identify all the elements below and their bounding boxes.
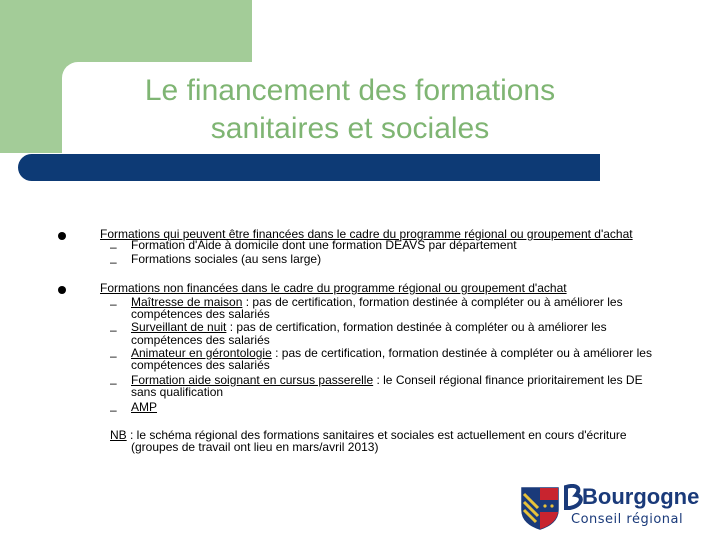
logo-word: Bourgogne (582, 484, 700, 509)
section2-item-text: : pas de certification, formation destinée à compléter ou à améliorer les (271, 346, 652, 360)
logo-subtitle: Conseil régional (571, 512, 684, 527)
section2-item-label: Animateur en gérontologie (131, 346, 272, 360)
section2-item-cont: compétences des salariés (131, 333, 270, 347)
bullet-icon (58, 232, 66, 240)
section2-item-cont: sans qualification (131, 385, 224, 399)
section2-item-label: Surveillant de nuit (131, 320, 227, 334)
dash-icon: – (110, 240, 117, 254)
section2-item-text: : pas de certification, formation destinée à compléter ou à améliorer les (226, 320, 607, 334)
dash-icon: – (110, 297, 117, 311)
dash-icon: – (110, 376, 117, 390)
section2-item-cont: compétences des salariés (131, 307, 270, 321)
title-line-2: sanitaires et sociales (210, 112, 490, 145)
section2-item-cont: compétences des salariés (131, 358, 270, 372)
dash-icon: – (110, 403, 117, 417)
note-text: : le schéma régional des formations sanitaires et sociales est actuellement en cours d'écriture (126, 428, 627, 442)
bullet-icon (58, 286, 66, 294)
dash-icon: – (110, 349, 117, 363)
dash-icon: – (110, 255, 117, 269)
section2-item-label: Maîtresse de maison (131, 295, 243, 309)
section2-item-label: Formation aide soignant en cursus passerelle (131, 373, 374, 387)
section1-item: Formations sociales (au sens large) (131, 252, 322, 266)
title-line-1: Le financement des formations (144, 74, 556, 107)
section2-item-text: : pas de certification, formation destinée à compléter ou à améliorer les (242, 295, 623, 309)
dash-icon: – (110, 323, 117, 337)
section1-item: Formation d'Aide à domicile dont une formation DEAVS par département (131, 238, 517, 252)
section2-heading: Formations non financées dans le cadre du programme régional ou groupement d'achat (100, 281, 567, 295)
coat-of-arms-icon (520, 486, 560, 530)
note-label: NB (110, 428, 127, 442)
note-cont: (groupes de travail ont lieu en mars/avril 2013) (131, 440, 379, 454)
bourgogne-logo (518, 484, 700, 530)
section1-heading: Formations qui peuvent être financées dans le cadre du programme régional ou groupement d'achat (100, 227, 633, 241)
section2-item-label: AMP (131, 400, 158, 414)
logo-wordmark (570, 484, 700, 510)
section2-item-text: : le Conseil régional finance prioritairement les DE (373, 373, 643, 387)
